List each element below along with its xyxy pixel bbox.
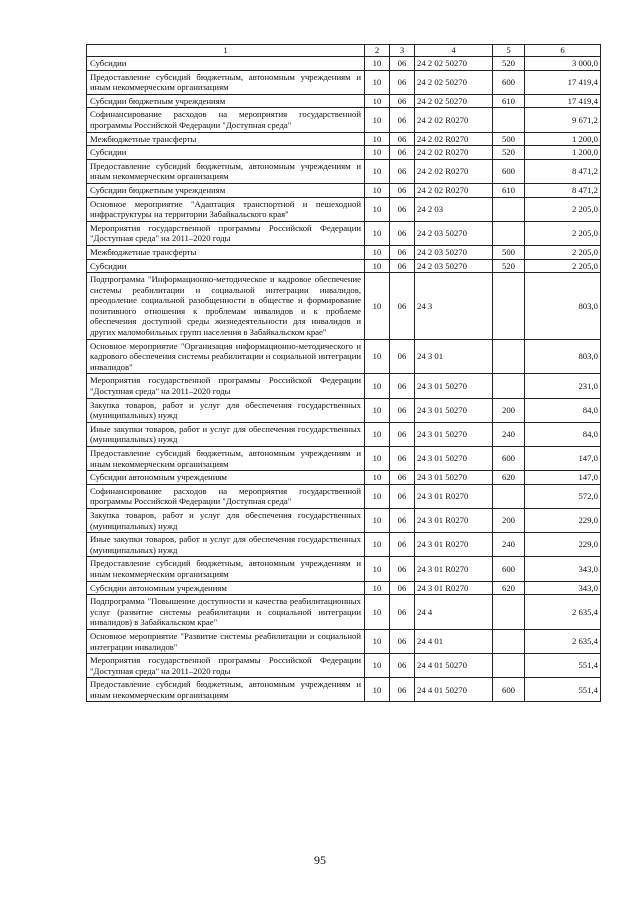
row-amount-cell: 147,0	[525, 471, 601, 485]
row-amount-cell: 8 471,2	[525, 159, 601, 183]
row-amount-cell: 551,4	[525, 678, 601, 702]
row-amount-cell: 803,0	[525, 273, 601, 340]
row-section-cell: 10	[365, 146, 390, 160]
table-row	[87, 245, 601, 259]
row-expense-type-cell: 520	[493, 146, 525, 160]
row-subsection-cell: 06	[390, 273, 415, 340]
row-subsection-cell: 06	[390, 422, 415, 446]
row-subsection-cell: 06	[390, 629, 415, 653]
table-row	[87, 339, 601, 374]
col-header-subsection: 3	[390, 45, 415, 57]
table-row	[87, 108, 601, 132]
row-subsection-cell: 06	[390, 533, 415, 557]
row-target-code-cell: 24 3	[415, 273, 493, 340]
col-header-target-code: 4	[415, 45, 493, 57]
row-section-cell: 10	[365, 422, 390, 446]
row-name-cell: Субсидии бюджетным учреждениям	[87, 94, 365, 108]
row-expense-type-cell: 520	[493, 259, 525, 273]
table-row	[87, 159, 601, 183]
row-amount-cell: 147,0	[525, 447, 601, 471]
row-amount-cell: 229,0	[525, 508, 601, 532]
row-subsection-cell: 06	[390, 146, 415, 160]
row-subsection-cell: 06	[390, 70, 415, 94]
budget-table	[86, 44, 601, 702]
table-row	[87, 259, 601, 273]
table-row	[87, 678, 601, 702]
row-expense-type-cell: 240	[493, 422, 525, 446]
row-subsection-cell: 06	[390, 108, 415, 132]
row-name-cell: Закупка товаров, работ и услуг для обеспечения государственных (муниципальных) нужд	[87, 508, 365, 532]
row-section-cell: 10	[365, 581, 390, 595]
row-expense-type-cell	[493, 339, 525, 374]
row-section-cell: 10	[365, 398, 390, 422]
row-target-code-cell: 24 2 03 50270	[415, 259, 493, 273]
row-section-cell: 10	[365, 273, 390, 340]
row-name-cell: Субсидии	[87, 57, 365, 71]
row-amount-cell: 229,0	[525, 533, 601, 557]
row-section-cell: 10	[365, 108, 390, 132]
row-target-code-cell: 24 4	[415, 595, 493, 630]
row-name-cell: Межбюджетные трансферты	[87, 132, 365, 146]
row-expense-type-cell	[493, 108, 525, 132]
row-amount-cell: 551,4	[525, 654, 601, 678]
row-target-code-cell: 24 3 01 R0270	[415, 508, 493, 532]
row-name-cell: Субсидии	[87, 259, 365, 273]
row-amount-cell: 2 635,4	[525, 629, 601, 653]
table-row	[87, 508, 601, 532]
row-target-code-cell: 24 3 01	[415, 339, 493, 374]
table-row	[87, 57, 601, 71]
row-section-cell: 10	[365, 57, 390, 71]
row-name-cell: Иные закупки товаров, работ и услуг для обеспечения государственных (муниципальных) нужд	[87, 533, 365, 557]
row-section-cell: 10	[365, 183, 390, 197]
row-target-code-cell: 24 4 01 50270	[415, 654, 493, 678]
row-section-cell: 10	[365, 447, 390, 471]
row-name-cell: Софинансирование расходов на мероприятия государственной программы Российской Федерации "Доступная среда"	[87, 484, 365, 508]
row-section-cell: 10	[365, 471, 390, 485]
row-target-code-cell: 24 2 03 50270	[415, 221, 493, 245]
row-target-code-cell: 24 2 02 R0270	[415, 183, 493, 197]
row-target-code-cell: 24 2 03 50270	[415, 245, 493, 259]
row-expense-type-cell	[493, 273, 525, 340]
row-amount-cell: 2 205,0	[525, 221, 601, 245]
row-target-code-cell: 24 2 02 50270	[415, 70, 493, 94]
row-expense-type-cell: 200	[493, 398, 525, 422]
row-subsection-cell: 06	[390, 259, 415, 273]
table-row	[87, 273, 601, 340]
row-expense-type-cell: 620	[493, 581, 525, 595]
table-row	[87, 183, 601, 197]
row-target-code-cell: 24 2 02 R0270	[415, 108, 493, 132]
table-row	[87, 70, 601, 94]
row-expense-type-cell: 240	[493, 533, 525, 557]
row-section-cell: 10	[365, 94, 390, 108]
row-subsection-cell: 06	[390, 471, 415, 485]
row-expense-type-cell	[493, 629, 525, 653]
table-row	[87, 557, 601, 581]
col-header-expense-type: 5	[493, 45, 525, 57]
page-number: 95	[314, 853, 326, 867]
row-section-cell: 10	[365, 595, 390, 630]
table-row	[87, 629, 601, 653]
row-target-code-cell: 24 3 01 50270	[415, 471, 493, 485]
row-section-cell: 10	[365, 654, 390, 678]
row-amount-cell: 84,0	[525, 422, 601, 446]
row-section-cell: 10	[365, 374, 390, 398]
table-row	[87, 471, 601, 485]
row-amount-cell: 231,0	[525, 374, 601, 398]
row-section-cell: 10	[365, 259, 390, 273]
row-amount-cell: 84,0	[525, 398, 601, 422]
row-expense-type-cell: 600	[493, 159, 525, 183]
table-row	[87, 94, 601, 108]
row-name-cell: Основное мероприятие "Развитие системы реабилитации и социальной интеграции инвалидов"	[87, 629, 365, 653]
row-name-cell: Мероприятия государственной программы Российской Федерации "Доступная среда" на 2011–2020 годы	[87, 221, 365, 245]
row-section-cell: 10	[365, 132, 390, 146]
row-target-code-cell: 24 3 01 50270	[415, 422, 493, 446]
row-subsection-cell: 06	[390, 374, 415, 398]
row-name-cell: Предоставление субсидий бюджетным, автономным учреждениям и иным некоммерческим организациям	[87, 70, 365, 94]
table-row	[87, 533, 601, 557]
row-target-code-cell: 24 4 01	[415, 629, 493, 653]
row-expense-type-cell	[493, 197, 525, 221]
row-amount-cell: 3 000,0	[525, 57, 601, 71]
row-name-cell: Субсидии	[87, 146, 365, 160]
row-subsection-cell: 06	[390, 654, 415, 678]
table-row	[87, 398, 601, 422]
row-name-cell: Подпрограмма "Информационно-методическое и кадровое обеспечение системы реабилитации и социальной интеграции инвалидов, преодоление социальной разобщенности в обществе и формирование позитивного отношения к проблемам инвалидов и к проблеме обеспечения доступной среды жизнедеятельности для инвалидов и других маломобильных групп населения в Забайкальском крае"	[87, 273, 365, 340]
row-target-code-cell: 24 2 02 R0270	[415, 146, 493, 160]
row-expense-type-cell	[493, 595, 525, 630]
row-amount-cell: 2 205,0	[525, 245, 601, 259]
row-subsection-cell: 06	[390, 484, 415, 508]
row-expense-type-cell: 600	[493, 678, 525, 702]
row-subsection-cell: 06	[390, 132, 415, 146]
col-header-amount: 6	[525, 45, 601, 57]
row-name-cell: Основное мероприятие "Организация информационно-методического и кадрового обеспечения системы реабилитации и социальной интеграции инвалидов"	[87, 339, 365, 374]
table-row	[87, 132, 601, 146]
row-name-cell: Предоставление субсидий бюджетным, автономным учреждениям и иным некоммерческим организациям	[87, 678, 365, 702]
row-amount-cell: 17 419,4	[525, 70, 601, 94]
row-subsection-cell: 06	[390, 159, 415, 183]
row-subsection-cell: 06	[390, 197, 415, 221]
row-section-cell: 10	[365, 557, 390, 581]
row-amount-cell: 343,0	[525, 581, 601, 595]
row-target-code-cell: 24 3 01 R0270	[415, 533, 493, 557]
row-section-cell: 10	[365, 159, 390, 183]
row-section-cell: 10	[365, 484, 390, 508]
row-target-code-cell: 24 3 01 R0270	[415, 484, 493, 508]
row-section-cell: 10	[365, 339, 390, 374]
row-section-cell: 10	[365, 629, 390, 653]
row-amount-cell: 803,0	[525, 339, 601, 374]
row-expense-type-cell: 600	[493, 447, 525, 471]
table-row	[87, 146, 601, 160]
row-name-cell: Субсидии автономным учреждениям	[87, 581, 365, 595]
row-expense-type-cell: 500	[493, 132, 525, 146]
row-subsection-cell: 06	[390, 245, 415, 259]
row-amount-cell: 2 205,0	[525, 197, 601, 221]
row-amount-cell: 572,0	[525, 484, 601, 508]
table-row	[87, 374, 601, 398]
row-expense-type-cell: 610	[493, 183, 525, 197]
row-subsection-cell: 06	[390, 508, 415, 532]
table-row	[87, 484, 601, 508]
row-name-cell: Мероприятия государственной программы Российской Федерации "Доступная среда" на 2011–2020 годы	[87, 374, 365, 398]
row-name-cell: Софинансирование расходов на мероприятия государственной программы Российской Федерации "Доступная среда"	[87, 108, 365, 132]
row-target-code-cell: 24 3 01 50270	[415, 447, 493, 471]
table-row	[87, 197, 601, 221]
row-section-cell: 10	[365, 678, 390, 702]
row-name-cell: Межбюджетные трансферты	[87, 245, 365, 259]
row-amount-cell: 343,0	[525, 557, 601, 581]
row-amount-cell: 2 635,4	[525, 595, 601, 630]
row-amount-cell: 1 200,0	[525, 146, 601, 160]
row-expense-type-cell: 610	[493, 94, 525, 108]
row-target-code-cell: 24 3 01 50270	[415, 398, 493, 422]
row-target-code-cell: 24 3 01 50270	[415, 374, 493, 398]
row-target-code-cell: 24 4 01 50270	[415, 678, 493, 702]
header-row	[87, 45, 601, 57]
row-subsection-cell: 06	[390, 57, 415, 71]
row-expense-type-cell: 600	[493, 70, 525, 94]
row-name-cell: Предоставление субсидий бюджетным, автономным учреждениям и иным некоммерческим организациям	[87, 159, 365, 183]
row-subsection-cell: 06	[390, 447, 415, 471]
row-name-cell: Субсидии бюджетным учреждениям	[87, 183, 365, 197]
row-section-cell: 10	[365, 197, 390, 221]
row-name-cell: Закупка товаров, работ и услуг для обеспечения государственных (муниципальных) нужд	[87, 398, 365, 422]
row-section-cell: 10	[365, 221, 390, 245]
row-expense-type-cell: 600	[493, 557, 525, 581]
row-expense-type-cell	[493, 654, 525, 678]
table-row	[87, 447, 601, 471]
row-name-cell: Основное мероприятие "Адаптация транспортной и пешеходной инфраструктуры на территории Забайкальского края"	[87, 197, 365, 221]
row-target-code-cell: 24 2 02 50270	[415, 94, 493, 108]
row-expense-type-cell: 200	[493, 508, 525, 532]
row-subsection-cell: 06	[390, 678, 415, 702]
row-target-code-cell: 24 3 01 R0270	[415, 557, 493, 581]
row-amount-cell: 1 200,0	[525, 132, 601, 146]
row-name-cell: Субсидии автономным учреждениям	[87, 471, 365, 485]
row-expense-type-cell: 620	[493, 471, 525, 485]
row-amount-cell: 17 419,4	[525, 94, 601, 108]
row-name-cell: Предоставление субсидий бюджетным, автономным учреждениям и иным некоммерческим организациям	[87, 447, 365, 471]
row-subsection-cell: 06	[390, 183, 415, 197]
row-section-cell: 10	[365, 508, 390, 532]
row-target-code-cell: 24 2 02 R0270	[415, 159, 493, 183]
row-name-cell: Предоставление субсидий бюджетным, автономным учреждениям и иным некоммерческим организациям	[87, 557, 365, 581]
row-subsection-cell: 06	[390, 94, 415, 108]
row-name-cell: Подпрограмма "Повышение доступности и качества реабилитационных услуг (развитие системы реабилитации и социальной интеграции инвалидов) в Забайкальском крае"	[87, 595, 365, 630]
row-subsection-cell: 06	[390, 339, 415, 374]
row-expense-type-cell: 520	[493, 57, 525, 71]
table-row	[87, 422, 601, 446]
row-target-code-cell: 24 3 01 R0270	[415, 581, 493, 595]
row-amount-cell: 8 471,2	[525, 183, 601, 197]
row-target-code-cell: 24 2 02 50270	[415, 57, 493, 71]
row-name-cell: Мероприятия государственной программы Российской Федерации "Доступная среда" на 2011–2020 годы	[87, 654, 365, 678]
row-expense-type-cell: 500	[493, 245, 525, 259]
row-amount-cell: 9 671,2	[525, 108, 601, 132]
table-body	[87, 57, 601, 702]
table-row	[87, 221, 601, 245]
row-section-cell: 10	[365, 70, 390, 94]
row-subsection-cell: 06	[390, 595, 415, 630]
row-expense-type-cell	[493, 221, 525, 245]
row-amount-cell: 2 205,0	[525, 259, 601, 273]
table-row	[87, 654, 601, 678]
row-name-cell: Иные закупки товаров, работ и услуг для обеспечения государственных (муниципальных) нужд	[87, 422, 365, 446]
row-expense-type-cell	[493, 484, 525, 508]
row-target-code-cell: 24 2 02 R0270	[415, 132, 493, 146]
row-target-code-cell: 24 2 03	[415, 197, 493, 221]
row-expense-type-cell	[493, 374, 525, 398]
row-subsection-cell: 06	[390, 581, 415, 595]
row-subsection-cell: 06	[390, 398, 415, 422]
col-header-name: 1	[87, 45, 365, 57]
row-subsection-cell: 06	[390, 221, 415, 245]
col-header-section: 2	[365, 45, 390, 57]
row-section-cell: 10	[365, 245, 390, 259]
table-row	[87, 581, 601, 595]
row-section-cell: 10	[365, 533, 390, 557]
row-subsection-cell: 06	[390, 557, 415, 581]
table-row	[87, 595, 601, 630]
